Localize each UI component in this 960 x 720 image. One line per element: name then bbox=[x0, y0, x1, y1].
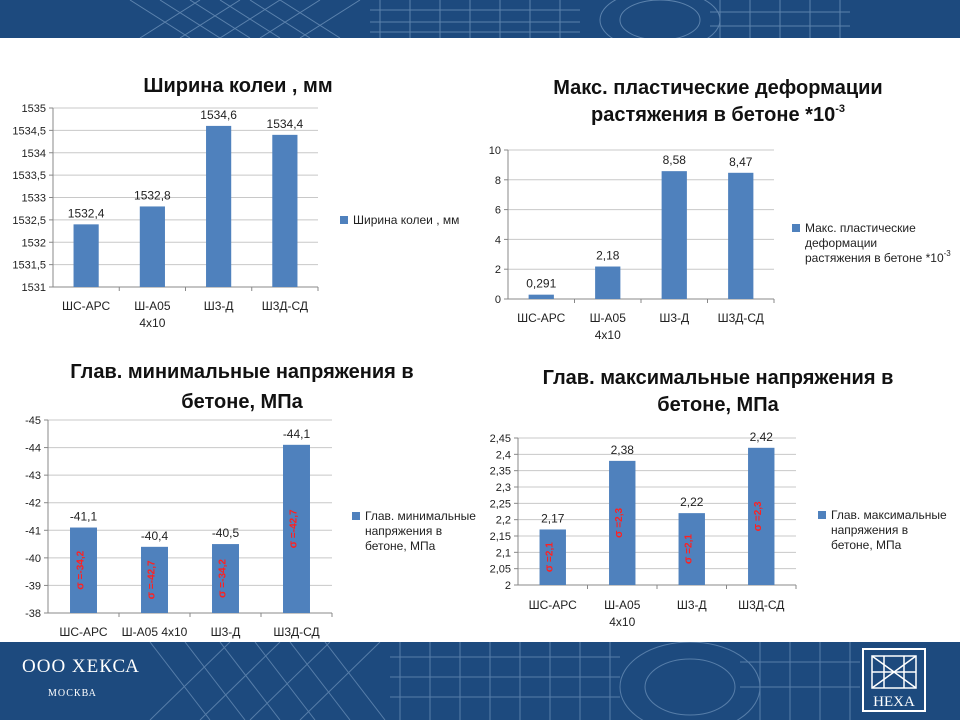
c4-category-label-0: ШС-АРС bbox=[528, 598, 577, 612]
c4-bar-annotation-1: σ =2,3 bbox=[613, 507, 626, 538]
c3-ytick-label: -45 bbox=[25, 415, 41, 427]
c2-title-superscript: -3 bbox=[835, 103, 845, 115]
c1-ytick-label: 1531 bbox=[21, 282, 46, 294]
c2-legend-label-1: деформации bbox=[805, 236, 878, 250]
c2-ytick-label: 8 bbox=[494, 174, 501, 187]
c3-category-label-2: Ш3-Д bbox=[210, 625, 241, 639]
c2-data-label-1: 2,18 bbox=[596, 248, 620, 263]
c4-legend-label-1: напряжения в bbox=[831, 523, 909, 537]
c3-bar-annotation-2: σ =-34,2 bbox=[216, 559, 229, 599]
c2-ytick-label: 4 bbox=[494, 234, 501, 247]
c3-data-label-0: -41,1 bbox=[69, 509, 98, 524]
c4-category-label-1: Ш-А05 bbox=[604, 598, 641, 612]
c1-ytick-label: 1531,5 bbox=[12, 259, 46, 272]
c2-ytick-label: 0 bbox=[494, 294, 501, 306]
c1-ytick-label: 1535 bbox=[21, 103, 46, 115]
c4-ytick-label: 2,3 bbox=[495, 482, 511, 494]
c4-ytick-label: 2,4 bbox=[495, 449, 511, 462]
c1-ytick-label: 1533,5 bbox=[12, 170, 46, 183]
c4-data-label-3: 2,42 bbox=[749, 429, 773, 444]
c4-bar-annotation-value-3: =2,3 bbox=[753, 501, 765, 524]
c4-bar-annotation-2: σ =2,1 bbox=[682, 534, 695, 565]
c3-bar-annotation-value-1: =-42,7 bbox=[146, 560, 158, 592]
mesh-pattern-bottom bbox=[0, 642, 960, 720]
c1-category-label-3: Ш3Д-СД bbox=[261, 299, 309, 313]
c4-data-label-2: 2,22 bbox=[680, 495, 704, 510]
company-city: МОСКВА bbox=[48, 688, 97, 699]
c1-category-label-0: ШС-АРС bbox=[62, 299, 111, 313]
c3-legend-label-2: бетоне, МПа bbox=[365, 539, 436, 553]
c2-ytick-label: 2 bbox=[494, 264, 501, 277]
c1-ytick-label: 1534 bbox=[21, 147, 46, 160]
c3-legend-swatch bbox=[352, 512, 360, 520]
c2-ytick-label: 10 bbox=[488, 145, 501, 157]
c4-category-label-3: Ш3Д-СД bbox=[738, 598, 785, 612]
c1-bar-3 bbox=[272, 135, 297, 287]
c4-ytick-label: 2,35 bbox=[489, 465, 511, 478]
c2-category-label-3: Ш3Д-СД bbox=[717, 311, 764, 325]
c4-ytick-label: 2,1 bbox=[495, 547, 511, 560]
c4-ytick-label: 2,05 bbox=[489, 563, 511, 576]
hexa-logo bbox=[862, 648, 926, 712]
c3-legend-label-1: напряжения в bbox=[365, 524, 443, 538]
c1-legend-label-0: Ширина колеи , мм bbox=[353, 213, 460, 227]
c1-data-label-0: 1532,4 bbox=[67, 206, 105, 221]
c3-ytick-label: -38 bbox=[25, 608, 41, 620]
c1-data-label-1: 1532,8 bbox=[134, 188, 171, 203]
c1-data-label-2: 1534,6 bbox=[200, 107, 237, 122]
c1-title-line-0: Ширина колеи , мм bbox=[143, 75, 333, 97]
c1-category-label-2: Ш3-Д bbox=[203, 299, 234, 313]
c2-bar-1 bbox=[595, 267, 620, 299]
c2-legend-label-0: Макс. пластические bbox=[805, 221, 916, 235]
c4-legend-swatch bbox=[818, 511, 826, 519]
c4-legend-label-2: бетоне, МПа bbox=[831, 538, 902, 552]
c4-ytick-label: 2,15 bbox=[489, 531, 511, 543]
c3-ytick-label: -40 bbox=[25, 552, 41, 565]
c1-ytick-label: 1532,5 bbox=[12, 214, 46, 227]
c3-legend-label-0: Глав. минимальные bbox=[365, 509, 476, 523]
c1-bar-0 bbox=[74, 224, 99, 287]
c2-category-label-0: ШС-АРС bbox=[517, 311, 566, 325]
c3-category-label-3: Ш3Д-СД bbox=[273, 625, 320, 639]
c2-bar-3 bbox=[728, 173, 753, 299]
c1-bar-2 bbox=[206, 126, 231, 287]
c4-category-label-1: 4х10 bbox=[609, 615, 636, 629]
c4-ytick-label: 2,25 bbox=[489, 498, 511, 511]
c1-ytick-label: 1532 bbox=[21, 237, 46, 250]
c2-data-label-2: 8,58 bbox=[662, 153, 686, 168]
c4-bar-annotation-value-0: =2,1 bbox=[544, 542, 556, 565]
c2-title-line-0: Макс. пластические деформации bbox=[553, 77, 883, 99]
c2-category-label-1: 4х10 bbox=[594, 328, 621, 342]
company-name: ООО ХЕКСА bbox=[22, 656, 140, 677]
c3-title-line-1: бетоне, МПа bbox=[181, 391, 303, 413]
c1-bar-1 bbox=[140, 206, 165, 287]
c4-ytick-label: 2,2 bbox=[495, 514, 511, 527]
c4-category-label-2: Ш3-Д bbox=[676, 598, 707, 612]
c3-data-label-3: -44,1 bbox=[282, 426, 311, 441]
c3-data-label-1: -40,4 bbox=[140, 528, 169, 543]
c4-ytick-label: 2 bbox=[504, 580, 511, 592]
c2-legend-swatch bbox=[792, 224, 800, 232]
c2-legend-label-2: растяжения в бетоне $*10^{-3}$ bbox=[805, 249, 951, 265]
c3-bar-annotation-0: σ =-34,2 bbox=[74, 550, 87, 590]
c2-legend-superscript: -3 bbox=[943, 249, 951, 258]
c3-ytick-label: -39 bbox=[25, 580, 41, 593]
c3-bar-annotation-value-0: =-34,2 bbox=[75, 550, 87, 583]
c4-bar-annotation-value-1: =2,3 bbox=[614, 507, 626, 531]
c3-category-label-1: Ш-А05 4х10 bbox=[121, 625, 188, 639]
c2-bar-2 bbox=[662, 171, 687, 299]
c4-bar-annotation-value-2: =2,1 bbox=[683, 534, 695, 557]
c2-ytick-label: 6 bbox=[494, 204, 501, 217]
c3-data-label-2: -40,5 bbox=[211, 526, 240, 541]
c2-data-label-0: 0,291 bbox=[526, 276, 557, 291]
c3-bar-annotation-3: σ =-42,7 bbox=[287, 509, 300, 549]
c4-title-line-1: бетоне, МПа bbox=[657, 394, 779, 416]
c1-ytick-label: 1533 bbox=[21, 192, 46, 205]
c4-title-line-0: Глав. максимальные напряжения в bbox=[542, 367, 894, 389]
c3-ytick-label: -42 bbox=[25, 497, 41, 510]
c2-category-label-2: Ш3-Д bbox=[659, 311, 690, 325]
c1-category-label-1: Ш-А05 bbox=[134, 299, 171, 313]
c2-title-line-1: растяжения в бетоне $*10^{-3}$ bbox=[591, 103, 845, 126]
c2-category-label-1: Ш-А05 bbox=[589, 311, 626, 325]
hexa-logo-text: HEXA bbox=[873, 694, 915, 710]
c4-data-label-0: 2,17 bbox=[541, 511, 565, 526]
bottom-banner bbox=[0, 642, 960, 720]
c3-ytick-label: -41 bbox=[25, 525, 41, 538]
c3-category-label-0: ШС-АРС bbox=[59, 625, 108, 639]
c3-ytick-label: -43 bbox=[25, 470, 41, 483]
c3-ytick-label: -44 bbox=[25, 442, 41, 455]
c3-bar-annotation-value-2: =-34,2 bbox=[217, 559, 229, 591]
c3-bar-annotation-value-3: =-42,7 bbox=[288, 509, 300, 541]
c1-data-label-3: 1534,4 bbox=[266, 116, 304, 131]
c1-category-label-1: 4х10 bbox=[139, 316, 166, 330]
c3-bar-annotation-1: σ =-42,7 bbox=[145, 560, 158, 600]
c2-data-label-3: 8,47 bbox=[729, 154, 753, 169]
c1-ytick-label: 1534,5 bbox=[12, 125, 46, 138]
c4-ytick-label: 2,45 bbox=[489, 433, 511, 445]
c2-bar-0 bbox=[529, 295, 554, 299]
c4-data-label-1: 2,38 bbox=[610, 442, 634, 457]
c4-legend-label-0: Глав. максимальные bbox=[831, 508, 947, 522]
c3-title-line-0: Глав. минимальные напряжения в bbox=[70, 361, 414, 383]
c4-bar-annotation-0: σ =2,1 bbox=[543, 542, 556, 573]
c1-legend-swatch bbox=[340, 216, 348, 224]
c4-bar-annotation-3: σ =2,3 bbox=[752, 501, 765, 532]
